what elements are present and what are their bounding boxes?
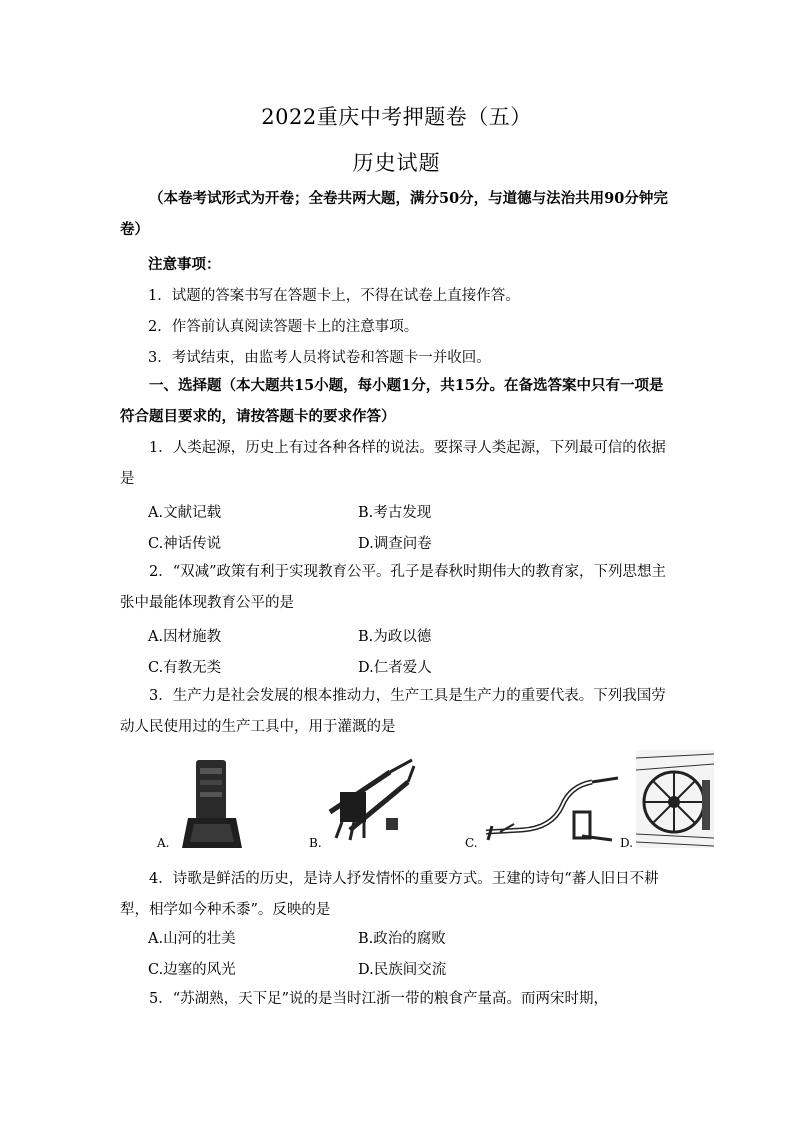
notice-item: 1．试题的答案书写在答题卡上，不得在试卷上直接作答。: [148, 288, 520, 304]
tool-image-d: [636, 750, 714, 852]
option-d: D.仁者爱人: [358, 660, 432, 676]
option-b: B.为政以德: [358, 629, 432, 645]
notice-item: 3．考试结束，由监考人员将试卷和答题卡一并收回。: [148, 350, 491, 366]
exam-subtitle: 历史试题: [352, 151, 441, 175]
option-c: C.边塞的风光: [148, 962, 236, 978]
exam-note: （本卷考试形式为开卷；全卷共两大题，满分50分，与道德与法治共用90分钟完卷）: [120, 190, 668, 238]
question-stem: 2．“双减”政策有利于实现教育公平。孔子是春秋时期伟大的教育家，下列思想主张中最能体现教育公平的是: [120, 564, 667, 611]
question-stem: 1．人类起源，历史上有过各种各样的说法。要探寻人类起源，下列最可信的依据是: [120, 440, 666, 487]
question-stem: 5．“苏湖熟，天下足”说的是当时江浙一带的粮食产量高。而两宋时期，: [149, 991, 609, 1007]
image-label-c: C.: [465, 836, 478, 850]
question-stem: 4．诗歌是鲜活的历史，是诗人抒发情怀的重要方式。王建的诗句“蕃人旧日不耕犁，相学如今种禾黍”。反映的是: [120, 871, 659, 918]
option-b: B.考古发现: [358, 505, 432, 521]
option-a: A.山河的壮美: [148, 931, 236, 947]
option-c: C.有教无类: [148, 660, 222, 676]
tool-image-b: [320, 752, 416, 848]
exam-title: 2022重庆中考押题卷（五）: [261, 105, 532, 129]
tool-image-a: [180, 758, 244, 854]
image-label-b: B.: [309, 836, 322, 850]
option-d: D.调查问卷: [358, 536, 432, 552]
section-heading: 一、选择题（本大题共15小题，每小题1分，共15分。在备选答案中只有一项是符合题目要求的，请按答题卡的要求作答）: [120, 377, 664, 425]
image-label-a: A.: [157, 836, 170, 850]
notice-item: 2．作答前认真阅读答题卡上的注意事项。: [148, 319, 419, 335]
image-label-d: D.: [620, 836, 634, 850]
option-a: A.文献记载: [148, 505, 222, 521]
option-c: C.神话传说: [148, 536, 222, 552]
option-a: A.因材施教: [148, 629, 222, 645]
option-b: B.政治的腐败: [358, 931, 446, 947]
notice-heading: 注意事项：: [148, 256, 221, 273]
option-d: D.民族间交流: [358, 962, 447, 978]
question-stem: 3．生产力是社会发展的根本推动力，生产工具是生产力的重要代表。下列我国劳动人民使用过的生产工具中，用于灌溉的是: [120, 688, 666, 735]
tool-image-c: [482, 776, 622, 850]
